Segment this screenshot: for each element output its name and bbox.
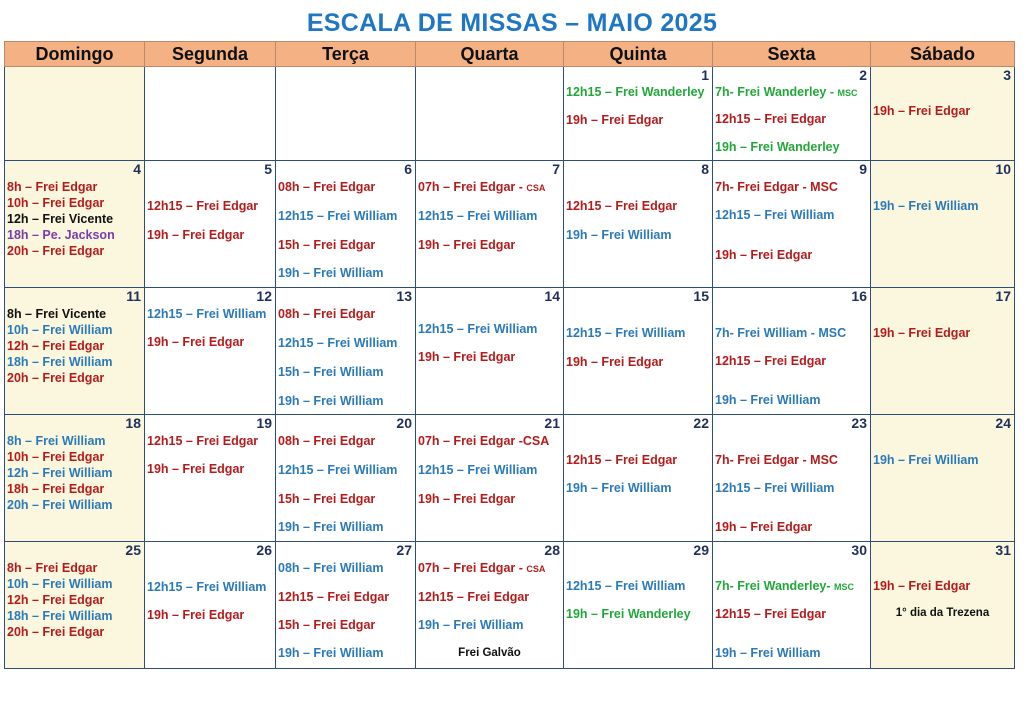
mass-entry: 12h – Frei Edgar: [7, 593, 105, 607]
mass-entry: 18h – Frei Edgar: [7, 482, 105, 496]
week-row: [5, 415, 1015, 542]
mass-entry: 19h – Frei William: [278, 394, 384, 408]
day-cell-empty: [5, 67, 145, 161]
weekday-header: Quarta: [416, 42, 564, 67]
day-cell: [871, 161, 1015, 288]
weekday-header: Quinta: [564, 42, 713, 67]
day-cell: [416, 542, 564, 669]
mass-entry: 15h – Frei Edgar: [278, 618, 376, 632]
day-number: 30: [851, 542, 867, 558]
week-row: [5, 288, 1015, 415]
mass-entry: 19h – Frei Wanderley: [566, 607, 691, 621]
day-cell: [564, 161, 713, 288]
day-cell: [871, 542, 1015, 669]
mass-entry: 19h – Frei Edgar: [715, 520, 813, 534]
mass-entry: 7h- Frei Edgar - MSC: [715, 180, 838, 194]
day-number: 31: [995, 542, 1011, 558]
day-number: 21: [544, 415, 560, 431]
day-cell: [145, 415, 276, 542]
day-cell: [5, 542, 145, 669]
mass-entry: 19h – Frei William: [873, 453, 979, 467]
day-number: 1: [701, 67, 709, 83]
mass-entry: 08h – Frei Edgar: [278, 180, 376, 194]
mass-entry: 08h – Frei Edgar: [278, 307, 376, 321]
day-cell: [416, 161, 564, 288]
mass-entry: 20h – Frei Edgar: [7, 625, 105, 639]
day-cell: [5, 288, 145, 415]
mass-entry: 12h15 – Frei William: [566, 579, 686, 593]
day-cell: [276, 161, 416, 288]
day-cell: [276, 542, 416, 669]
mass-entry: 7h- Frei Edgar - MSC: [715, 453, 838, 467]
mass-entry: 19h – Frei William: [278, 520, 384, 534]
mass-entry: 19h – Frei William: [278, 646, 384, 660]
day-note: 1° dia da Trezena: [895, 607, 990, 619]
day-cell: [871, 288, 1015, 415]
mass-entry: 19h – Frei William: [566, 228, 672, 242]
day-number: 3: [1003, 67, 1011, 83]
mass-entry: 8h – Frei Edgar: [7, 561, 98, 575]
mass-entry: 19h – Frei Edgar: [873, 579, 971, 593]
mass-entry: 19h – Frei Edgar: [873, 104, 971, 118]
day-cell-empty: [276, 67, 416, 161]
mass-entry: 12h15 – Frei William: [418, 322, 538, 336]
mass-entry: 8h – Frei Edgar: [7, 180, 98, 194]
day-number: 23: [851, 415, 867, 431]
mass-entry: 12h15 – Frei Wanderley: [566, 85, 705, 99]
mass-entry: 10h – Frei Edgar: [7, 196, 105, 210]
day-cell: [5, 161, 145, 288]
mass-entry: [416, 180, 563, 194]
day-note: Frei Galvão: [458, 647, 521, 659]
mass-entry: 18h – Frei William: [7, 609, 113, 623]
mass-tag: CSA: [526, 183, 546, 193]
mass-entry: 8h – Frei William: [7, 434, 106, 448]
day-cell: [416, 288, 564, 415]
mass-entry: [416, 561, 563, 575]
day-cell: [145, 161, 276, 288]
mass-entry: [713, 85, 870, 99]
mass-entry: 12h15 – Frei William: [418, 209, 538, 223]
mass-entry: 12h15 – Frei William: [278, 336, 398, 350]
mass-entry: 8h – Frei Vicente: [7, 307, 107, 321]
mass-entry: 19h – Frei William: [566, 481, 672, 495]
weekday-header: Segunda: [145, 42, 276, 67]
mass-entry: 19h – Frei William: [278, 266, 384, 280]
day-number: 2: [859, 67, 867, 83]
mass-entry: 19h – Frei Edgar: [715, 248, 813, 262]
day-number: 14: [544, 288, 560, 304]
day-number: 7: [552, 161, 560, 177]
mass-entry: 18h – Pe. Jackson: [7, 228, 115, 242]
mass-entry: 12h15 – Frei William: [147, 580, 267, 594]
day-cell-empty: [145, 67, 276, 161]
mass-entry: 19h – Frei William: [873, 199, 979, 213]
mass-entry: 15h – Frei Edgar: [278, 492, 376, 506]
weekday-header: Terça: [276, 42, 416, 67]
day-number: 6: [404, 161, 412, 177]
mass-entry: 12h15 – Frei William: [715, 208, 835, 222]
mass-entry: 08h – Frei Edgar: [278, 434, 376, 448]
mass-entry: 20h – Frei William: [7, 498, 113, 512]
weekday-header-row: [5, 42, 1015, 67]
mass-entry: 18h – Frei William: [7, 355, 113, 369]
mass-entry: 12h15 – Frei William: [566, 326, 686, 340]
mass-entry: 20h – Frei Edgar: [7, 371, 105, 385]
day-number: 29: [693, 542, 709, 558]
day-number: 17: [995, 288, 1011, 304]
mass-entry-text: 7h- Frei Wanderley -: [715, 85, 835, 99]
day-number: 18: [125, 415, 141, 431]
day-cell: [276, 415, 416, 542]
mass-entry-text: 07h – Frei Edgar -: [418, 561, 523, 575]
mass-entry: 08h – Frei William: [278, 561, 384, 575]
day-number: 28: [544, 542, 560, 558]
day-cell: [564, 288, 713, 415]
page-title: ESCALA DE MISSAS – MAIO 2025: [306, 9, 718, 37]
mass-entry: 19h – Frei Edgar: [566, 113, 664, 127]
mass-entry: 19h – Frei William: [418, 618, 524, 632]
day-number: 15: [693, 288, 709, 304]
day-number: 4: [133, 161, 141, 177]
day-number: 16: [851, 288, 867, 304]
day-cell: [713, 542, 871, 669]
mass-entry: 12h – Frei Edgar: [7, 339, 105, 353]
mass-entry: 19h – Frei Edgar: [566, 355, 664, 369]
day-number: 19: [256, 415, 272, 431]
day-number: 9: [859, 161, 867, 177]
mass-entry: 19h – Frei Edgar: [147, 608, 245, 622]
mass-entry: 12h15 – Frei Edgar: [715, 112, 827, 126]
mass-entry: 12h – Frei Vicente: [7, 212, 114, 226]
mass-entry: 20h – Frei Edgar: [7, 244, 105, 258]
mass-entry: 19h – Frei Edgar: [418, 238, 516, 252]
mass-entry: 12h – Frei William: [7, 466, 113, 480]
day-number: 8: [701, 161, 709, 177]
day-number: 24: [995, 415, 1011, 431]
day-number: 13: [396, 288, 412, 304]
mass-entry: 10h – Frei William: [7, 323, 113, 337]
mass-entry: 15h – Frei Edgar: [278, 238, 376, 252]
mass-entry-text: 07h – Frei Edgar -: [418, 180, 523, 194]
mass-entry: 10h – Frei William: [7, 577, 113, 591]
day-number: 26: [256, 542, 272, 558]
day-number: 12: [256, 288, 272, 304]
day-number: 25: [125, 542, 141, 558]
day-cell: [713, 161, 871, 288]
mass-entry: 07h – Frei Edgar -CSA: [418, 434, 550, 448]
day-number: 20: [396, 415, 412, 431]
day-number: 5: [264, 161, 272, 177]
day-number: 27: [396, 542, 412, 558]
mass-entry: 12h15 – Frei Edgar: [418, 590, 530, 604]
mass-entry: 12h15 – Frei Edgar: [715, 607, 827, 621]
day-cell: [713, 67, 871, 161]
day-number: 11: [126, 288, 141, 304]
day-cell: [276, 288, 416, 415]
mass-entry: 12h15 – Frei Edgar: [147, 199, 259, 213]
day-cell: [145, 542, 276, 669]
day-cell: [713, 415, 871, 542]
day-cell-empty: [416, 67, 564, 161]
mass-entry: 19h – Frei Edgar: [418, 350, 516, 364]
mass-entry: 12h15 – Frei Edgar: [566, 453, 678, 467]
day-cell: [145, 288, 276, 415]
day-cell: [564, 415, 713, 542]
mass-entry: 15h – Frei William: [278, 365, 384, 379]
mass-entry: 19h – Frei Edgar: [147, 228, 245, 242]
mass-entry: 19h – Frei William: [715, 646, 821, 660]
mass-tag: MSC: [834, 582, 855, 592]
day-cell: [564, 542, 713, 669]
day-cell: [416, 415, 564, 542]
mass-entry: 7h- Frei William - MSC: [715, 326, 847, 340]
mass-entry: 12h15 – Frei Edgar: [566, 199, 678, 213]
mass-tag: CSA: [526, 564, 546, 574]
week-row: [5, 161, 1015, 288]
mass-entry: 19h – Frei Wanderley: [715, 140, 840, 154]
week-row: [5, 67, 1015, 161]
day-cell: [713, 288, 871, 415]
mass-entry: 10h – Frei Edgar: [7, 450, 105, 464]
mass-entry: 12h15 – Frei Edgar: [278, 590, 390, 604]
mass-entry: 19h – Frei William: [715, 393, 821, 407]
weekday-header: Domingo: [5, 42, 145, 67]
mass-entry: 12h15 – Frei William: [278, 463, 398, 477]
mass-entry: 19h – Frei Edgar: [147, 335, 245, 349]
mass-entry: 12h15 – Frei William: [715, 481, 835, 495]
day-cell: [871, 415, 1015, 542]
day-cell: [564, 67, 713, 161]
mass-tag: MSC: [837, 88, 858, 98]
mass-entry: 19h – Frei Edgar: [147, 462, 245, 476]
mass-entry-text: 7h- Frei Wanderley-: [715, 579, 831, 593]
week-row: [5, 542, 1015, 669]
mass-entry: 12h15 – Frei Edgar: [715, 354, 827, 368]
mass-entry: [713, 579, 870, 593]
mass-entry: 12h15 – Frei Edgar: [147, 434, 259, 448]
mass-entry: 12h15 – Frei William: [278, 209, 398, 223]
mass-entry: 19h – Frei Edgar: [418, 492, 516, 506]
mass-entry: 12h15 – Frei William: [147, 307, 267, 321]
day-number: 22: [693, 415, 709, 431]
mass-entry: 12h15 – Frei William: [418, 463, 538, 477]
weekday-header: Sexta: [713, 42, 871, 67]
day-number: 10: [995, 161, 1011, 177]
day-cell: [5, 415, 145, 542]
schedule-page: [4, 3, 1020, 708]
mass-entry: 19h – Frei Edgar: [873, 326, 971, 340]
weekday-header: Sábado: [871, 42, 1015, 67]
day-cell: [871, 67, 1015, 161]
calendar-table: [4, 41, 1015, 669]
